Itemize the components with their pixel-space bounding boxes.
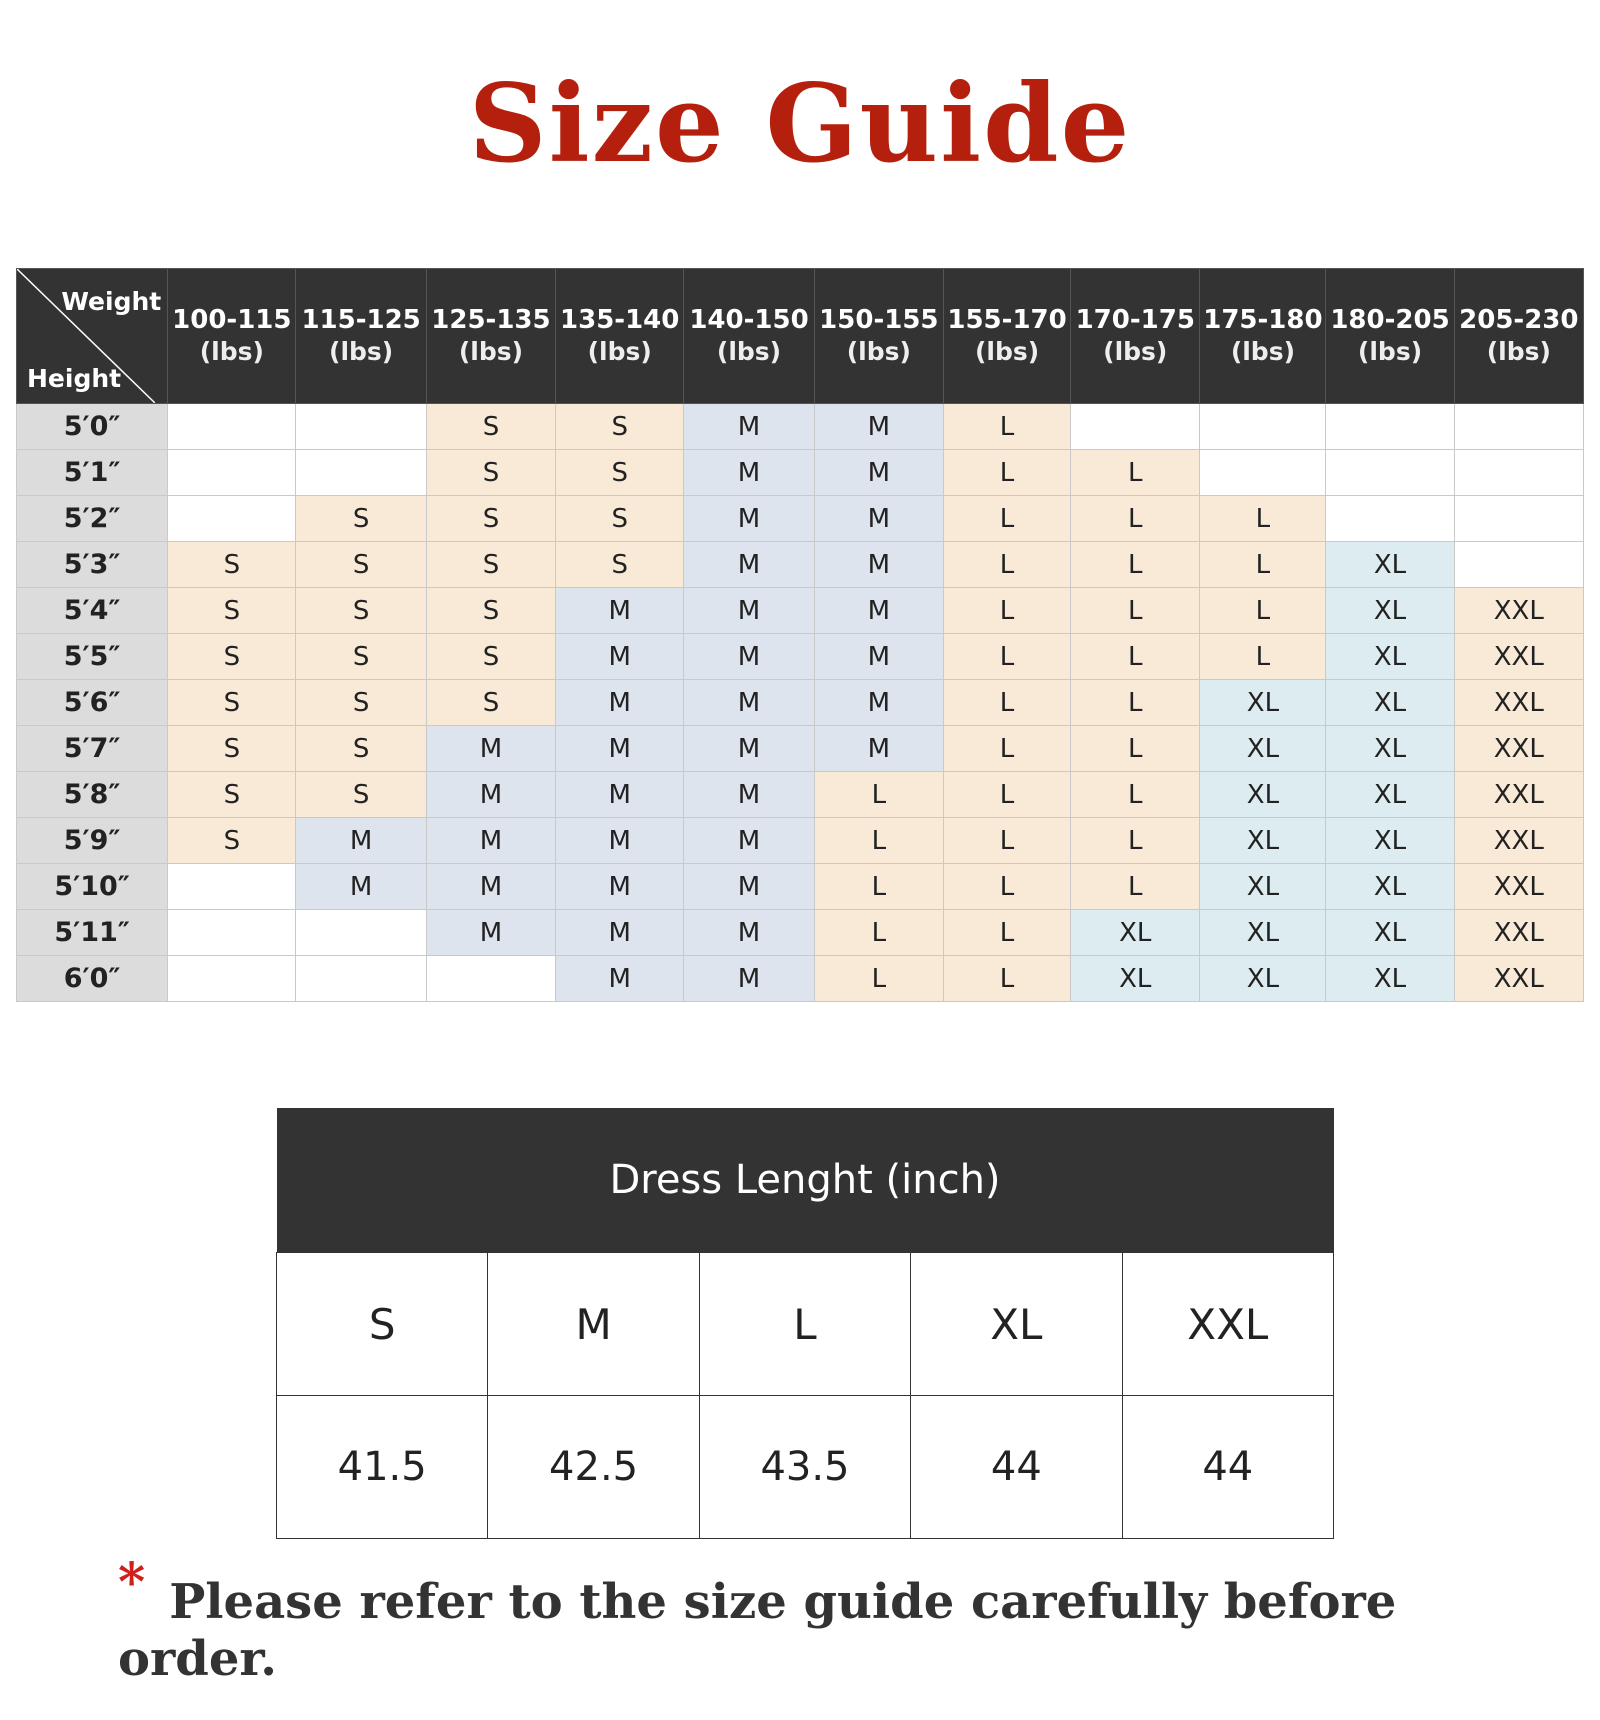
size-cell: L — [814, 910, 943, 956]
size-cell: M — [684, 910, 814, 956]
size-cell: L — [944, 588, 1071, 634]
height-label: 5′6″ — [17, 680, 168, 726]
length-size-row — [277, 1253, 1334, 1396]
size-cell: S — [296, 496, 426, 542]
size-cell: M — [814, 634, 943, 680]
size-cell: M — [296, 818, 426, 864]
size-cell — [1326, 450, 1454, 496]
note-text: Please refer to the size guide carefully before order. — [118, 1574, 1397, 1687]
size-cell: S — [168, 588, 296, 634]
size-cell: S — [556, 542, 684, 588]
size-cell: L — [944, 450, 1071, 496]
weight-range: 175-180 — [1203, 305, 1323, 335]
size-cell: M — [556, 634, 684, 680]
height-label: 5′11″ — [17, 910, 168, 956]
size-cell — [168, 450, 296, 496]
size-cell: XXL — [1454, 726, 1583, 772]
size-cell: L — [1200, 588, 1326, 634]
size-cell — [1454, 542, 1583, 588]
size-cell: L — [1071, 496, 1200, 542]
height-row — [17, 910, 1584, 956]
size-cell: XL — [1200, 956, 1326, 1002]
weight-unit: (lbs) — [974, 337, 1040, 366]
size-cell: L — [1071, 864, 1200, 910]
size-cell: S — [426, 542, 555, 588]
size-cell: S — [426, 680, 555, 726]
height-label: 6′0″ — [17, 956, 168, 1002]
size-cell: XL — [1326, 634, 1454, 680]
height-label: 5′1″ — [17, 450, 168, 496]
size-cell: L — [944, 680, 1071, 726]
weight-range: 155-170 — [947, 305, 1067, 335]
size-cell: M — [684, 542, 814, 588]
height-row — [17, 818, 1584, 864]
size-cell — [168, 864, 296, 910]
size-cell: S — [426, 588, 555, 634]
size-cell: L — [1071, 680, 1200, 726]
weight-range: 100-115 — [172, 305, 292, 335]
dress-length-title: Dress Lenght (inch) — [277, 1108, 1334, 1253]
page-title: Size Guide — [468, 61, 1132, 187]
size-cell: M — [684, 450, 814, 496]
height-row — [17, 496, 1584, 542]
size-cell — [1454, 450, 1583, 496]
size-cell: XXL — [1454, 588, 1583, 634]
size-cell: L — [944, 956, 1071, 1002]
size-cell: S — [556, 404, 684, 450]
size-cell: S — [426, 450, 555, 496]
weight-header — [296, 269, 426, 404]
size-cell: M — [814, 404, 943, 450]
height-row — [17, 542, 1584, 588]
size-cell — [1326, 404, 1454, 450]
size-cell — [1454, 496, 1583, 542]
height-row — [17, 726, 1584, 772]
length-value-cell: 42.5 — [488, 1396, 699, 1539]
weight-unit: (lbs) — [587, 337, 652, 366]
corner-header — [17, 269, 168, 404]
size-cell: M — [684, 818, 814, 864]
height-row — [17, 588, 1584, 634]
size-cell: M — [426, 818, 555, 864]
size-cell: S — [426, 496, 555, 542]
size-cell — [1326, 496, 1454, 542]
size-cell: M — [556, 772, 684, 818]
size-cell: L — [944, 496, 1071, 542]
size-cell: S — [426, 634, 555, 680]
height-row — [17, 772, 1584, 818]
size-cell: S — [296, 726, 426, 772]
height-row — [17, 404, 1584, 450]
size-cell: M — [426, 726, 555, 772]
size-chart-table — [16, 268, 1584, 1002]
height-row — [17, 450, 1584, 496]
height-label: 5′7″ — [17, 726, 168, 772]
size-cell — [426, 956, 555, 1002]
size-cell: XL — [1200, 864, 1326, 910]
size-cell: M — [814, 542, 943, 588]
size-cell: S — [296, 680, 426, 726]
size-cell: XL — [1200, 726, 1326, 772]
asterisk-icon: * — [118, 1552, 146, 1613]
size-cell: XL — [1326, 956, 1454, 1002]
size-cell: S — [556, 496, 684, 542]
weight-unit: (lbs) — [1103, 337, 1168, 366]
weight-header — [1454, 269, 1583, 404]
height-label: 5′8″ — [17, 772, 168, 818]
size-cell: L — [1071, 588, 1200, 634]
size-cell: L — [944, 634, 1071, 680]
size-cell: S — [296, 588, 426, 634]
weight-range: 205-230 — [1459, 305, 1579, 335]
weight-header — [426, 269, 555, 404]
size-cell: M — [556, 818, 684, 864]
length-value-cell: 44 — [1122, 1396, 1333, 1539]
size-cell: S — [168, 680, 296, 726]
size-cell: S — [296, 634, 426, 680]
length-value-row — [277, 1396, 1334, 1539]
size-cell: M — [814, 496, 943, 542]
length-size-cell: XXL — [1122, 1253, 1333, 1396]
height-row — [17, 864, 1584, 910]
size-cell: M — [556, 910, 684, 956]
size-cell: L — [1200, 542, 1326, 588]
height-label: 5′9″ — [17, 818, 168, 864]
size-cell: L — [814, 956, 943, 1002]
size-cell: L — [1071, 818, 1200, 864]
size-cell — [168, 910, 296, 956]
weight-unit: (lbs) — [199, 337, 264, 366]
height-axis-label: Height — [27, 364, 122, 393]
size-cell: M — [296, 864, 426, 910]
length-size-cell: L — [699, 1253, 910, 1396]
weight-axis-label: Weight — [61, 287, 162, 316]
size-cell: S — [168, 772, 296, 818]
size-cell — [296, 956, 426, 1002]
size-cell: M — [814, 450, 943, 496]
size-cell: M — [814, 680, 943, 726]
size-cell — [296, 450, 426, 496]
size-cell — [296, 910, 426, 956]
weight-header — [168, 269, 296, 404]
size-cell: M — [556, 680, 684, 726]
size-cell: L — [1200, 634, 1326, 680]
size-cell: XL — [1071, 956, 1200, 1002]
size-cell — [168, 496, 296, 542]
size-cell: XXL — [1454, 818, 1583, 864]
weight-unit: (lbs) — [1357, 337, 1423, 366]
weight-range: 170-175 — [1075, 305, 1195, 335]
size-cell: M — [684, 772, 814, 818]
weight-unit: (lbs) — [846, 337, 911, 366]
size-cell: S — [168, 818, 296, 864]
weight-header-row — [17, 269, 1584, 404]
size-cell: XL — [1326, 542, 1454, 588]
size-cell: XL — [1200, 772, 1326, 818]
weight-unit: (lbs) — [458, 337, 524, 366]
size-cell: S — [168, 726, 296, 772]
weight-range: 150-155 — [819, 305, 939, 335]
weight-range: 180-205 — [1330, 305, 1450, 335]
size-cell — [168, 956, 296, 1002]
height-label: 5′0″ — [17, 404, 168, 450]
size-cell: XL — [1071, 910, 1200, 956]
size-cell: M — [556, 588, 684, 634]
size-cell — [296, 404, 426, 450]
size-cell: M — [684, 726, 814, 772]
size-cell: XL — [1326, 726, 1454, 772]
height-row — [17, 680, 1584, 726]
size-cell: S — [168, 634, 296, 680]
size-cell: M — [684, 680, 814, 726]
size-cell: M — [684, 404, 814, 450]
size-cell: M — [556, 864, 684, 910]
size-note — [118, 1552, 1558, 1687]
size-cell: XXL — [1454, 910, 1583, 956]
weight-unit: (lbs) — [329, 337, 394, 366]
weight-header — [1200, 269, 1326, 404]
size-cell: M — [814, 726, 943, 772]
size-cell: XL — [1326, 864, 1454, 910]
weight-range: 135-140 — [560, 305, 680, 335]
size-cell: XL — [1326, 818, 1454, 864]
size-cell: XL — [1326, 910, 1454, 956]
height-label: 5′5″ — [17, 634, 168, 680]
size-cell: M — [684, 588, 814, 634]
size-cell: M — [426, 864, 555, 910]
dress-length-table — [276, 1108, 1334, 1539]
size-cell: L — [944, 910, 1071, 956]
weight-range: 140-150 — [689, 305, 809, 335]
size-cell — [168, 404, 296, 450]
size-cell: L — [944, 404, 1071, 450]
size-cell: S — [296, 772, 426, 818]
size-cell: L — [1071, 772, 1200, 818]
length-size-cell: XL — [911, 1253, 1122, 1396]
size-cell: XXL — [1454, 772, 1583, 818]
size-cell: L — [814, 818, 943, 864]
size-cell: L — [1071, 634, 1200, 680]
weight-header — [944, 269, 1071, 404]
size-cell: XXL — [1454, 956, 1583, 1002]
weight-header — [556, 269, 684, 404]
size-cell: M — [814, 588, 943, 634]
size-cell — [1071, 404, 1200, 450]
size-cell: XXL — [1454, 864, 1583, 910]
length-value-cell: 44 — [911, 1396, 1122, 1539]
height-label: 5′3″ — [17, 542, 168, 588]
size-cell: L — [944, 772, 1071, 818]
size-cell: M — [684, 864, 814, 910]
weight-header — [814, 269, 943, 404]
size-cell: L — [1071, 542, 1200, 588]
size-cell: S — [426, 404, 555, 450]
size-cell: M — [426, 772, 555, 818]
size-cell: M — [556, 956, 684, 1002]
size-cell: M — [556, 726, 684, 772]
size-cell: XL — [1200, 818, 1326, 864]
size-cell: XL — [1326, 772, 1454, 818]
weight-unit: (lbs) — [1230, 337, 1296, 366]
size-cell: XL — [1326, 588, 1454, 634]
weight-range: 125-135 — [431, 305, 551, 335]
height-row — [17, 956, 1584, 1002]
height-label: 5′10″ — [17, 864, 168, 910]
size-cell: L — [944, 542, 1071, 588]
size-cell: L — [1071, 450, 1200, 496]
size-cell: L — [944, 818, 1071, 864]
size-cell: XL — [1326, 680, 1454, 726]
weight-unit: (lbs) — [716, 337, 782, 366]
size-cell: L — [814, 772, 943, 818]
size-cell: M — [684, 956, 814, 1002]
weight-range: 115-125 — [301, 305, 421, 335]
size-cell: M — [684, 496, 814, 542]
height-label: 5′2″ — [17, 496, 168, 542]
size-cell: S — [168, 542, 296, 588]
size-cell: XL — [1200, 910, 1326, 956]
size-cell — [1200, 450, 1326, 496]
length-value-cell: 43.5 — [699, 1396, 910, 1539]
length-value-cell: 41.5 — [277, 1396, 488, 1539]
height-row — [17, 634, 1584, 680]
size-cell — [1454, 404, 1583, 450]
size-cell: L — [944, 864, 1071, 910]
size-cell: XXL — [1454, 680, 1583, 726]
size-cell: L — [944, 726, 1071, 772]
weight-header — [1326, 269, 1454, 404]
size-cell: S — [556, 450, 684, 496]
size-cell — [1200, 404, 1326, 450]
height-label: 5′4″ — [17, 588, 168, 634]
size-cell: L — [1200, 496, 1326, 542]
size-cell: XL — [1200, 680, 1326, 726]
size-cell: M — [426, 910, 555, 956]
size-cell: XXL — [1454, 634, 1583, 680]
size-cell: L — [814, 864, 943, 910]
length-size-cell: M — [488, 1253, 699, 1396]
length-size-cell: S — [277, 1253, 488, 1396]
size-cell: L — [1071, 726, 1200, 772]
size-cell: S — [296, 542, 426, 588]
weight-header — [684, 269, 814, 404]
size-cell: M — [684, 634, 814, 680]
weight-unit: (lbs) — [1486, 337, 1551, 366]
weight-header — [1071, 269, 1200, 404]
